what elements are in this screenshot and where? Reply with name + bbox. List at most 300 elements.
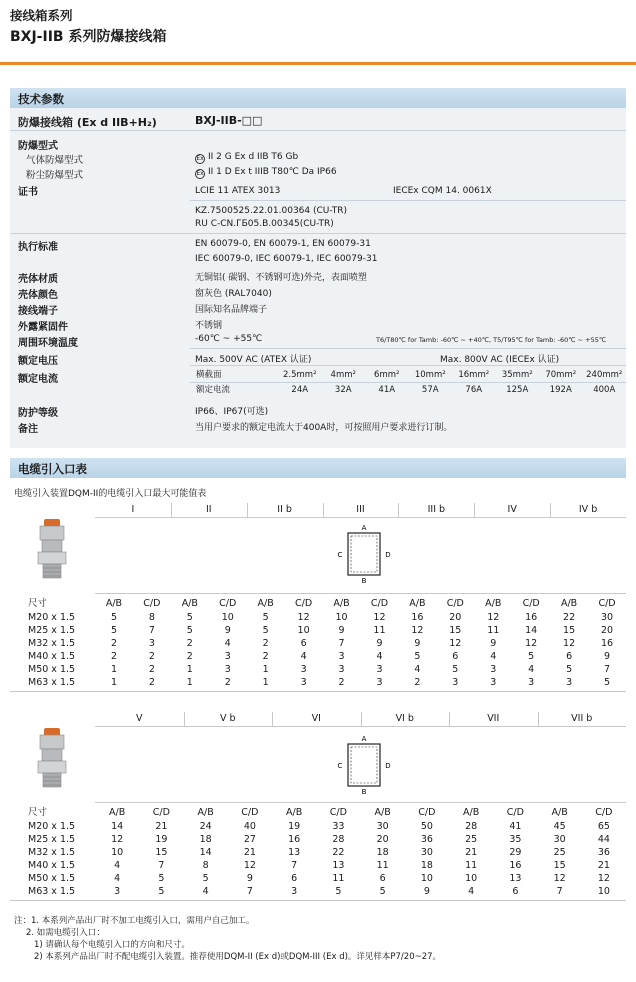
- entry-count-cell: 2: [148, 664, 155, 675]
- entry-count-cell: 11: [487, 625, 500, 636]
- entry-count-cell: 3: [338, 651, 345, 662]
- entry-count-cell: 21: [243, 847, 256, 858]
- entry-count-cell: 4: [224, 638, 231, 649]
- group-separator: [474, 503, 475, 517]
- ab-header: A/B: [333, 598, 350, 609]
- entry-count-cell: 4: [300, 651, 307, 662]
- entry-count-cell: 15: [563, 625, 576, 636]
- entry-count-cell: 6: [566, 651, 573, 662]
- entry-count-cell: 2: [110, 638, 117, 649]
- voltage-atex: Max. 500V AC (ATEX 认证): [195, 355, 312, 365]
- entry-count-cell: 5: [528, 651, 535, 662]
- entry-count-cell: 5: [110, 625, 117, 636]
- group-separator: [323, 503, 324, 517]
- entry-count-cell: 45: [553, 821, 566, 832]
- ab-header: A/B: [409, 598, 426, 609]
- cd-header: C/D: [295, 598, 313, 609]
- group-header: VI: [311, 713, 321, 724]
- entry-count-cell: 21: [155, 821, 168, 832]
- entry-count-cell: 30: [376, 821, 389, 832]
- entry-count-cell: 5: [566, 664, 573, 675]
- product-label: 防爆接线箱 (Ex d IIB+H₂): [18, 116, 157, 129]
- entry-count-cell: 12: [373, 612, 386, 623]
- cd-header: C/D: [219, 598, 237, 609]
- entry-count-cell: 7: [291, 860, 298, 871]
- entry-count-cell: 7: [158, 860, 165, 871]
- rated-current-value: 400A: [593, 385, 616, 395]
- current-label: 额定电流: [18, 374, 58, 385]
- entry-count-cell: 8: [202, 860, 209, 871]
- entry-count-cell: 4: [202, 886, 209, 897]
- entry-count-cell: 6: [452, 651, 459, 662]
- cd-header: C/D: [598, 598, 616, 609]
- notes: [14, 915, 441, 963]
- divider: [190, 382, 626, 383]
- entry-count-cell: 5: [202, 873, 209, 884]
- entry-count-cell: 36: [597, 847, 610, 858]
- ab-header: A/B: [286, 807, 303, 818]
- entry-count-cell: 27: [243, 834, 256, 845]
- entry-count-cell: 28: [465, 821, 478, 832]
- group-separator: [361, 712, 362, 726]
- entry-count-cell: 12: [563, 638, 576, 649]
- entry-count-cell: 5: [186, 612, 193, 623]
- entry-count-cell: 12: [243, 860, 256, 871]
- divider: [190, 365, 626, 366]
- rated-current-value: 57A: [421, 385, 439, 395]
- size-cell: M32 x 1.5: [28, 847, 76, 858]
- entry-count-cell: 16: [288, 834, 301, 845]
- rated-current-value: 125A: [506, 385, 529, 395]
- entry-count-cell: 29: [509, 847, 522, 858]
- entry-count-cell: 14: [525, 625, 538, 636]
- size-cell: M63 x 1.5: [28, 677, 76, 688]
- ambient-value: -60℃ ~ +55℃: [195, 334, 263, 344]
- entry-count-cell: 9: [604, 651, 611, 662]
- ab-header: A/B: [485, 598, 502, 609]
- entry-count-cell: 15: [155, 847, 168, 858]
- entry-count-cell: 9: [224, 625, 231, 636]
- entry-count-cell: 41: [509, 821, 522, 832]
- rated-current-value: 76A: [465, 385, 483, 395]
- ab-header: A/B: [257, 598, 274, 609]
- cd-header: C/D: [329, 807, 347, 818]
- svg-text:C: C: [337, 762, 343, 770]
- entry-count-cell: 2: [224, 677, 231, 688]
- tech-section-header: 技术参数: [10, 88, 626, 108]
- entry-count-cell: 5: [158, 873, 165, 884]
- entry-count-cell: 4: [414, 664, 421, 675]
- divider: [190, 200, 626, 201]
- size-cell: M40 x 1.5: [28, 860, 76, 871]
- ab-header: A/B: [105, 598, 123, 609]
- cable-gland-icon: [32, 726, 72, 790]
- product-model: BXJ-IIB-□□: [195, 114, 263, 127]
- entry-count-cell: 10: [465, 873, 478, 884]
- entry-count-cell: 2: [414, 677, 421, 688]
- entry-count-cell: 21: [597, 860, 610, 871]
- header-line: [95, 726, 626, 727]
- entry-count-cell: 12: [525, 638, 538, 649]
- series-title: 接线箱系列: [10, 8, 73, 23]
- entry-count-cell: 10: [597, 886, 610, 897]
- entry-count-cell: 3: [148, 638, 155, 649]
- protection-label: 防护等级: [18, 408, 58, 419]
- entry-count-cell: 5: [262, 612, 269, 623]
- entry-count-cell: 5: [452, 664, 459, 675]
- ex-icon: Ex: [196, 155, 204, 162]
- dust-value: Ex II 1 D Ex t IIIB T80℃ Da IP66: [196, 167, 337, 177]
- entry-count-cell: 7: [246, 886, 253, 897]
- entry-diagram: [336, 523, 392, 585]
- entry-count-cell: 12: [487, 612, 500, 623]
- group-header: VII: [487, 713, 500, 724]
- entry-count-cell: 18: [420, 860, 433, 871]
- table-bottom-line: [10, 900, 626, 901]
- entry-count-cell: 16: [509, 860, 522, 871]
- entry-count-cell: 19: [288, 821, 301, 832]
- size-cell: M20 x 1.5: [28, 612, 76, 623]
- entry-count-cell: 5: [379, 886, 386, 897]
- terminal-label: 接线端子: [18, 306, 58, 317]
- svg-text:A: A: [361, 735, 367, 743]
- header-line: [95, 593, 626, 594]
- group-separator: [272, 712, 273, 726]
- entry-count-cell: 6: [512, 886, 519, 897]
- rated-current-value: 24A: [291, 385, 309, 395]
- entry-count-cell: 3: [114, 886, 121, 897]
- size-cell: M50 x 1.5: [28, 873, 76, 884]
- entry-count-cell: 3: [300, 664, 307, 675]
- entry-count-cell: 13: [509, 873, 522, 884]
- cross-section-value: 4mm²: [330, 370, 356, 380]
- entry-count-cell: 3: [338, 664, 345, 675]
- cd-header: C/D: [595, 807, 613, 818]
- entry-count-cell: 1: [262, 677, 269, 688]
- terminal-value: 国际知名品牌端子: [195, 305, 268, 315]
- group-header: VII b: [571, 713, 593, 724]
- box-face-diagram: [336, 523, 392, 585]
- entry-count-cell: 2: [338, 677, 345, 688]
- entry-count-cell: 5: [262, 625, 269, 636]
- entry-count-cell: 3: [452, 677, 459, 688]
- entry-count-cell: 24: [199, 821, 212, 832]
- entry-count-cell: 10: [221, 612, 234, 623]
- entry-count-cell: 50: [420, 821, 433, 832]
- cable-gland-icon: [32, 517, 72, 581]
- ab-header: A/B: [560, 598, 578, 609]
- page-title: BXJ-IIB 系列防爆接线箱: [10, 29, 167, 45]
- cross-section-value: 2.5mm²: [283, 370, 317, 380]
- entry-count-cell: 3: [291, 886, 298, 897]
- entry-count-cell: 4: [114, 873, 121, 884]
- entry-count-cell: 8: [148, 612, 155, 623]
- group-separator: [449, 712, 450, 726]
- entry-count-cell: 12: [597, 873, 610, 884]
- entry-count-cell: 3: [376, 677, 383, 688]
- group-header: IV: [507, 504, 517, 515]
- entry-count-cell: 10: [420, 873, 433, 884]
- entry-count-cell: 9: [246, 873, 253, 884]
- size-label: 尺寸: [28, 598, 48, 609]
- cert-label: 证书: [18, 187, 38, 198]
- rated-current-value: 192A: [549, 385, 572, 395]
- cd-header: C/D: [522, 598, 540, 609]
- entry-count-cell: 19: [155, 834, 168, 845]
- group-header: VI b: [395, 713, 414, 724]
- entry-count-cell: 30: [420, 847, 433, 858]
- entry-count-cell: 7: [148, 625, 155, 636]
- entry-count-cell: 28: [332, 834, 345, 845]
- entry-count-cell: 12: [449, 638, 462, 649]
- entry-count-cell: 36: [420, 834, 433, 845]
- standard-en: EN 60079-0, EN 60079-1, EN 60079-31: [195, 239, 371, 249]
- entry-count-cell: 20: [600, 625, 614, 636]
- standard-label: 执行标准: [18, 242, 58, 253]
- svg-text:D: D: [385, 551, 391, 559]
- group-header: V: [136, 713, 143, 724]
- size-label: 尺寸: [28, 807, 48, 818]
- color-label: 壳体颜色: [18, 290, 58, 301]
- ab-header: A/B: [109, 807, 126, 818]
- divider: [10, 130, 626, 131]
- cd-header: C/D: [506, 807, 524, 818]
- entry-count-cell: 7: [338, 638, 345, 649]
- rated-current-value: 32A: [334, 385, 352, 395]
- entry-count-cell: 13: [332, 860, 345, 871]
- explosion-type-label: 防爆型式: [18, 141, 58, 152]
- entry-count-cell: 4: [376, 651, 383, 662]
- entry-count-cell: 9: [490, 638, 497, 649]
- entry-count-cell: 11: [332, 873, 345, 884]
- size-cell: M40 x 1.5: [28, 651, 76, 662]
- entry-count-cell: 22: [563, 612, 576, 623]
- entry-count-cell: 4: [528, 664, 535, 675]
- color-value: 窗灰色 (RAL7040): [195, 289, 272, 299]
- entry-count-cell: 22: [332, 847, 345, 858]
- entry-count-cell: 16: [600, 638, 614, 649]
- entry-count-cell: 4: [490, 651, 497, 662]
- note-line-3: 1) 请确认每个电缆引入口的方向和尺寸。: [34, 940, 190, 950]
- entry-count-cell: 2: [186, 651, 193, 662]
- cd-header: C/D: [152, 807, 170, 818]
- entry-count-cell: 3: [224, 664, 231, 675]
- size-cell: M20 x 1.5: [28, 821, 76, 832]
- entry-count-cell: 9: [376, 638, 383, 649]
- group-header: III: [356, 504, 365, 515]
- entry-count-cell: 7: [556, 886, 563, 897]
- dust-label: 粉尘防爆型式: [26, 170, 84, 181]
- entry-count-cell: 25: [553, 847, 566, 858]
- group-separator: [184, 712, 185, 726]
- entry-count-cell: 12: [297, 612, 310, 623]
- entry-count-cell: 2: [110, 651, 117, 662]
- group-separator: [398, 503, 399, 517]
- svg-text:D: D: [385, 762, 391, 770]
- voltage-iecex: Max. 800V AC (IECEx 认证): [440, 355, 560, 365]
- header-divider: [0, 62, 636, 65]
- header-line: [95, 517, 626, 518]
- note-line-4: 2) 本系列产品出厂时不配电缆引入装置。推荐使用DQM-II (Ex d)或DQM-III (Ex d)。详见样本P7/20~27。: [34, 952, 442, 962]
- group-separator: [171, 503, 172, 517]
- entry-count-cell: 12: [111, 834, 124, 845]
- box-face-diagram: [336, 734, 392, 796]
- group-separator: [538, 712, 539, 726]
- material-label: 壳体材质: [18, 274, 58, 285]
- ab-header: A/B: [551, 807, 568, 818]
- standard-iec: IEC 60079-0, IEC 60079-1, IEC 60079-31: [195, 254, 378, 264]
- entry-count-cell: 12: [411, 625, 424, 636]
- entry-count-cell: 33: [332, 821, 345, 832]
- group-header: II: [205, 504, 212, 515]
- fastener-value: 不锈钢: [195, 321, 223, 331]
- cable-subtitle: 电缆引入装置DQM-II的电缆引入口最大可能值表: [14, 489, 207, 499]
- remark-label: 备注: [18, 424, 38, 435]
- svg-text:B: B: [361, 788, 367, 796]
- entry-count-cell: 2: [262, 638, 269, 649]
- size-cell: M32 x 1.5: [28, 638, 76, 649]
- cable-section-header: 电缆引入口表: [10, 458, 626, 478]
- entry-count-cell: 15: [449, 625, 462, 636]
- entry-count-cell: 1: [186, 664, 193, 675]
- group-header: II b: [277, 504, 292, 515]
- rated-current-label: 额定电流: [196, 385, 231, 395]
- cable-table-1: [10, 503, 626, 703]
- entry-count-cell: 3: [528, 677, 535, 688]
- ex-icon: Ex: [196, 170, 204, 177]
- entry-count-cell: 3: [224, 651, 231, 662]
- cable-table-2: [10, 712, 626, 912]
- entry-count-cell: 18: [376, 847, 389, 858]
- entry-count-cell: 10: [335, 612, 348, 623]
- entry-diagram: [336, 734, 392, 796]
- entry-count-cell: 13: [288, 847, 301, 858]
- cross-section-label: 横截面: [196, 370, 222, 380]
- svg-text:B: B: [361, 577, 367, 585]
- ab-header: A/B: [463, 807, 480, 818]
- ambient-label: 周围环境温度: [18, 338, 78, 349]
- entry-count-cell: 11: [373, 625, 386, 636]
- group-header: III b: [427, 504, 446, 515]
- entry-count-cell: 1: [186, 677, 193, 688]
- header-line: [95, 802, 626, 803]
- entry-count-cell: 25: [465, 834, 478, 845]
- entry-count-cell: 2: [148, 677, 155, 688]
- entry-count-cell: 16: [411, 612, 424, 623]
- entry-count-cell: 16: [525, 612, 538, 623]
- entry-count-cell: 35: [509, 834, 522, 845]
- entry-count-cell: 40: [243, 821, 256, 832]
- entry-count-cell: 21: [465, 847, 478, 858]
- cd-header: C/D: [370, 598, 389, 609]
- protection-value: IP66、IP67(可选): [195, 407, 269, 417]
- group-header: I: [131, 504, 135, 515]
- entry-count-cell: 44: [597, 834, 610, 845]
- entry-count-cell: 2: [186, 638, 193, 649]
- material-value: 无铜铝( 碳钢、不锈钢可选)外壳，表面喷塑: [195, 273, 367, 283]
- cross-section-value: 10mm²: [414, 370, 446, 380]
- size-cell: M50 x 1.5: [28, 664, 76, 675]
- entry-count-cell: 20: [449, 612, 462, 623]
- cd-header: C/D: [143, 598, 161, 609]
- svg-text:C: C: [337, 551, 343, 559]
- ab-header: A/B: [197, 807, 214, 818]
- cable-gland-image: [32, 517, 72, 581]
- entry-count-cell: 3: [376, 664, 383, 675]
- tech-panel: [10, 108, 626, 448]
- entry-count-cell: 4: [114, 860, 121, 871]
- group-separator: [247, 503, 248, 517]
- group-header: IV b: [578, 504, 598, 515]
- svg-text:A: A: [361, 524, 367, 532]
- entry-count-cell: 7: [604, 664, 611, 675]
- cd-header: C/D: [418, 807, 436, 818]
- entry-count-cell: 1: [110, 664, 117, 675]
- entry-count-cell: 2: [262, 651, 269, 662]
- current-table: [190, 367, 626, 399]
- entry-count-cell: 2: [148, 651, 155, 662]
- size-cell: M25 x 1.5: [28, 625, 76, 636]
- cross-section-value: 70mm²: [545, 370, 577, 380]
- divider: [190, 348, 626, 349]
- rated-current-value: 41A: [378, 385, 396, 395]
- divider: [10, 233, 626, 234]
- entry-count-cell: 3: [566, 677, 573, 688]
- entry-count-cell: 6: [300, 638, 307, 649]
- entry-count-cell: 1: [110, 677, 117, 688]
- cable-gland-image: [32, 726, 72, 790]
- entry-count-cell: 5: [158, 886, 165, 897]
- entry-count-cell: 30: [600, 612, 614, 623]
- entry-count-cell: 5: [604, 677, 611, 688]
- cert-ru: RU C-CN.ГБ05.B.00345(CU-TR): [195, 219, 334, 229]
- entry-count-cell: 10: [111, 847, 124, 858]
- entry-count-cell: 9: [414, 638, 421, 649]
- entry-count-cell: 15: [553, 860, 566, 871]
- cross-section-value: 240mm²: [586, 370, 623, 380]
- entry-count-cell: 20: [376, 834, 389, 845]
- cross-section-value: 35mm²: [501, 370, 533, 380]
- entry-count-cell: 6: [291, 873, 298, 884]
- entry-count-cell: 11: [376, 860, 389, 871]
- group-separator: [550, 503, 551, 517]
- cert-atex: LCIE 11 ATEX 3013: [195, 186, 281, 196]
- cert-kz: KZ.7500525.22.01.00364 (CU-TR): [195, 206, 348, 216]
- entry-count-cell: 1: [262, 664, 269, 675]
- entry-count-cell: 3: [300, 677, 307, 688]
- table-bottom-line: [10, 691, 626, 692]
- ab-header: A/B: [181, 598, 198, 609]
- entry-count-cell: 6: [379, 873, 386, 884]
- entry-count-cell: 5: [335, 886, 342, 897]
- cd-header: C/D: [241, 807, 259, 818]
- ab-header: A/B: [374, 807, 391, 818]
- entry-count-cell: 65: [597, 821, 610, 832]
- size-cell: M25 x 1.5: [28, 834, 76, 845]
- entry-count-cell: 9: [423, 886, 430, 897]
- group-header: V b: [219, 713, 236, 724]
- entry-count-cell: 14: [199, 847, 212, 858]
- entry-count-cell: 5: [110, 612, 117, 623]
- entry-count-cell: 9: [338, 625, 345, 636]
- cross-section-value: 6mm²: [374, 370, 400, 380]
- size-cell: M63 x 1.5: [28, 886, 76, 897]
- entry-count-cell: 30: [553, 834, 566, 845]
- cross-section-value: 16mm²: [458, 370, 490, 380]
- entry-count-cell: 14: [111, 821, 124, 832]
- ambient-note: T6/T80℃ for Tamb: -60℃ ~ +40℃, T5/T95℃ for Tamb: -60℃ ~ +55℃: [376, 336, 607, 344]
- entry-count-cell: 12: [553, 873, 566, 884]
